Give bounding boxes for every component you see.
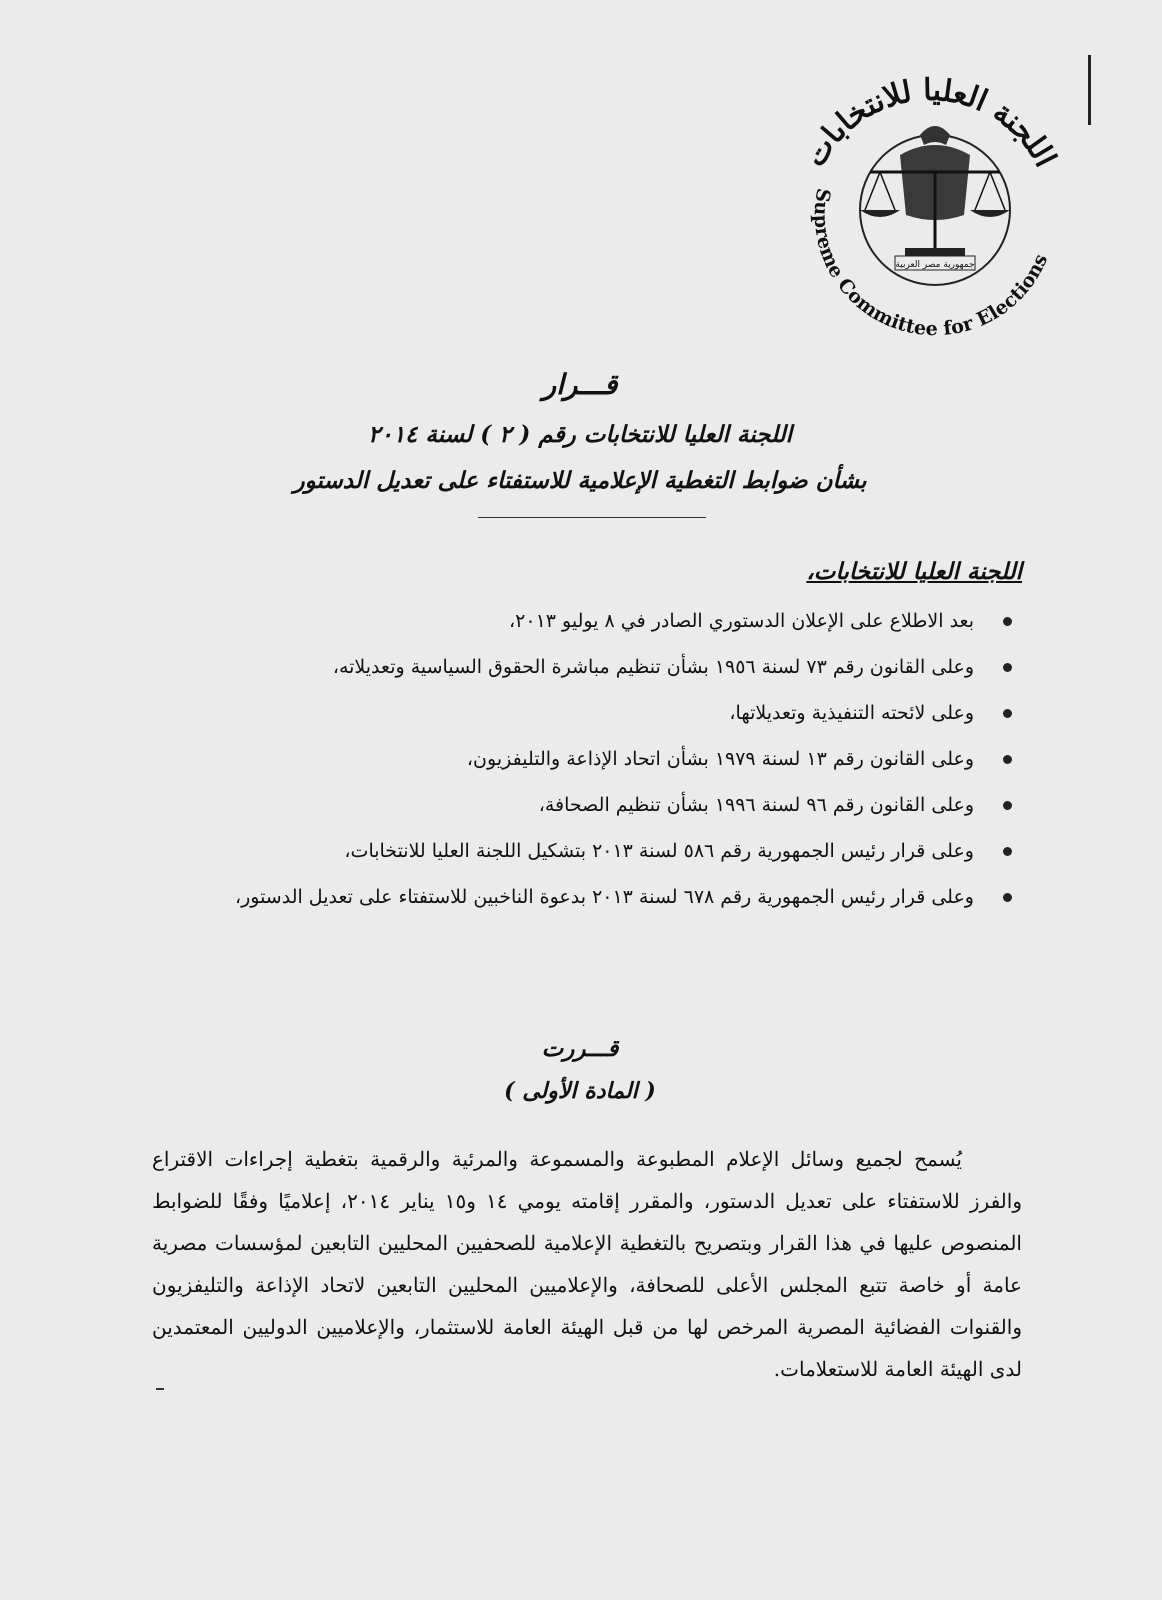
decision-number-line: اللجنة العليا للانتخابات رقم ( ٢ ) لسنة ٢٠١٤ [368,421,792,448]
decision-title-block [200,368,960,504]
preamble-item: وعلى لائحته التنفيذية وتعديلاتها، [142,697,1012,729]
title-divider [478,517,706,518]
bullet-icon [1003,709,1012,718]
committee-heading: اللجنة العليا للانتخابات، [806,558,1022,585]
seal-icon [780,60,1080,340]
preamble-item: وعلى القانون رقم ٩٦ لسنة ١٩٩٦ بشأن تنظيم الصحافة، [142,789,1012,821]
article-body: يُسمح لجميع وسائل الإعلام المطبوعة والمسموعة والمرئية والرقمية بتغطية إجراءات الاقتراع والفرز للاستفتاء على تعديل الدستور، والمقرر إقامته يومي ١٤ و١٥ يناير ٢٠١٤، إعلاميًا وفقًا للضوابط المنصوص عليها في هذا القرار وبتصريح بالتغطية الإعلامية للصحفيين المحليين التابعين لمؤسسات مصرية عامة أو خاصة تتبع المجلس الأعلى للصحافة، والإعلاميين المحليين التابعين لاتحاد الإذاعة والتليفزيون والقنوات الفضائية المصرية المرخص لها من قبل الهيئة العامة للاستثمار، والإعلاميين الدوليين المعتمدين لدى الهيئة العامة للاستعلامات. [152,1147,1022,1381]
decided-heading: قـــررت [541,1035,619,1062]
decision-word: قـــرار [542,368,618,401]
bullet-icon [1003,801,1012,810]
preamble-list [142,605,1012,927]
seal-arabic-text: اللجنة العليا للانتخابات [797,72,1063,173]
preamble-item: وعلى القانون رقم ١٣ لسنة ١٩٧٩ بشأن اتحاد الإذاعة والتليفزيون، [142,743,1012,775]
article-heading: ( المادة الأولى ) [504,1078,656,1104]
bullet-icon [1003,847,1012,856]
bullet-icon [1003,663,1012,672]
bullet-icon [1003,617,1012,626]
preamble-item: بعد الاطلاع على الإعلان الدستوري الصادر في ٨ يوليو ٢٠١٣، [142,605,1012,637]
bullet-icon [1003,755,1012,764]
scan-mark [156,1388,164,1390]
seal-english-text: Supreme Committee for Elections [809,186,1053,340]
committee-seal [780,60,1080,340]
preamble-item: وعلى القانون رقم ٧٣ لسنة ١٩٥٦ بشأن تنظيم مباشرة الحقوق السياسية وتعديلاته، [142,651,1012,683]
preamble-item: وعلى قرار رئيس الجمهورية رقم ٥٨٦ لسنة ٢٠١٣ بتشكيل اللجنة العليا للانتخابات، [142,835,1012,867]
seal-banner-text: جمهورية مصر العربية [895,260,975,270]
bullet-icon [1003,893,1012,902]
preamble-item: وعلى قرار رئيس الجمهورية رقم ٦٧٨ لسنة ٢٠١٣ بدعوة الناخبين للاستفتاء على تعديل الدستور، [142,881,1012,913]
decision-subject-line: بشأن ضوابط التغطية الإعلامية للاستفتاء على تعديل الدستور [293,467,867,494]
edge-line [1088,55,1091,125]
